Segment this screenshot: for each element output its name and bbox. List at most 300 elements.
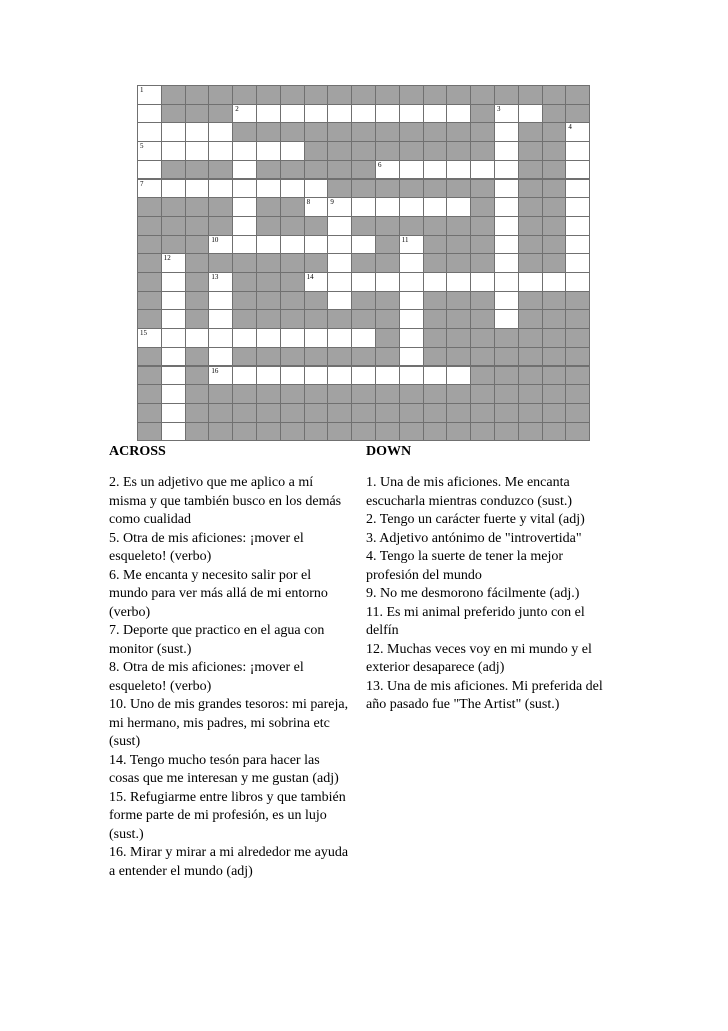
crossword-cell[interactable] — [208, 366, 233, 386]
crossword-block — [494, 422, 519, 442]
crossword-cell[interactable] — [327, 272, 352, 292]
crossword-cell[interactable] — [232, 197, 257, 217]
crossword-block — [351, 253, 376, 273]
crossword-block — [232, 122, 257, 142]
crossword-block — [399, 85, 424, 105]
crossword-block — [542, 422, 567, 442]
crossword-block — [470, 347, 495, 367]
clue-number: 9 — [330, 198, 334, 207]
crossword-block — [542, 309, 567, 329]
crossword-cell[interactable] — [185, 141, 210, 161]
crossword-block — [351, 422, 376, 442]
crossword-block — [565, 291, 590, 311]
crossword-cell[interactable] — [565, 216, 590, 236]
crossword-block — [137, 384, 162, 404]
crossword-block — [565, 366, 590, 386]
crossword-block — [565, 328, 590, 348]
crossword-cell[interactable] — [208, 309, 233, 329]
across-clue-line: monitor (sust.) — [109, 641, 192, 657]
crossword-block — [399, 141, 424, 161]
crossword-block — [185, 384, 210, 404]
crossword-block — [542, 216, 567, 236]
crossword-block — [470, 366, 495, 386]
crossword-cell[interactable] — [327, 253, 352, 273]
crossword-block — [232, 85, 257, 105]
crossword-block — [565, 104, 590, 124]
crossword-cell[interactable] — [256, 328, 281, 348]
crossword-block — [208, 403, 233, 423]
crossword-block — [542, 403, 567, 423]
crossword-cell[interactable] — [423, 197, 448, 217]
crossword-block — [208, 216, 233, 236]
crossword-block — [375, 291, 400, 311]
crossword-block — [518, 328, 543, 348]
crossword-block — [327, 122, 352, 142]
crossword-cell[interactable] — [423, 160, 448, 180]
crossword-cell[interactable] — [565, 272, 590, 292]
crossword-block — [470, 122, 495, 142]
crossword-block — [446, 85, 471, 105]
crossword-cell[interactable] — [161, 179, 186, 199]
crossword-cell[interactable] — [185, 122, 210, 142]
across-clue-line: 2. Es un adjetivo que me aplico a mí — [109, 475, 314, 490]
crossword-cell[interactable] — [137, 141, 162, 161]
crossword-cell[interactable] — [280, 366, 305, 386]
crossword-block — [399, 422, 424, 442]
clue-number: 12 — [163, 254, 171, 263]
across-clue-line: misma y que también busco en los demás — [109, 493, 342, 509]
crossword-cell[interactable] — [137, 160, 162, 180]
crossword-cell[interactable] — [208, 235, 233, 255]
across-clue-line: mundo para ver más allá de mi entorno — [109, 586, 328, 601]
clue-number: 1 — [140, 86, 144, 94]
crossword-block — [256, 122, 281, 142]
crossword-block — [351, 291, 376, 311]
crossword-block — [470, 197, 495, 217]
crossword-cell[interactable] — [304, 197, 329, 217]
crossword-block — [304, 160, 329, 180]
crossword-cell[interactable] — [327, 328, 352, 348]
crossword-cell[interactable] — [399, 104, 424, 124]
crossword-block — [280, 216, 305, 236]
crossword-block — [423, 403, 448, 423]
crossword-cell[interactable] — [565, 179, 590, 199]
crossword-block — [232, 253, 257, 273]
crossword-block — [351, 384, 376, 404]
crossword-cell[interactable] — [161, 272, 186, 292]
crossword-cell[interactable] — [137, 179, 162, 199]
crossword-cell[interactable] — [351, 235, 376, 255]
crossword-cell[interactable] — [232, 104, 257, 124]
crossword-cell[interactable] — [399, 309, 424, 329]
crossword-block — [423, 141, 448, 161]
crossword-cell[interactable] — [304, 179, 329, 199]
crossword-cell[interactable] — [494, 235, 519, 255]
clue-number: 2 — [235, 104, 239, 113]
crossword-block — [565, 403, 590, 423]
crossword-cell[interactable] — [470, 160, 495, 180]
crossword-block — [232, 291, 257, 311]
crossword-block — [423, 122, 448, 142]
crossword-block — [542, 235, 567, 255]
crossword-cell[interactable] — [399, 235, 424, 255]
crossword-cell[interactable] — [256, 141, 281, 161]
crossword-cell[interactable] — [208, 291, 233, 311]
crossword-cell[interactable] — [208, 347, 233, 367]
crossword-cell[interactable] — [208, 122, 233, 142]
crossword-cell[interactable] — [351, 272, 376, 292]
crossword-block — [518, 291, 543, 311]
crossword-block — [232, 422, 257, 442]
crossword-block — [185, 291, 210, 311]
crossword-cell[interactable] — [327, 216, 352, 236]
down-clue-line: 11. Es mi animal preferido junto con el — [366, 604, 585, 620]
crossword-cell[interactable] — [327, 235, 352, 255]
crossword-block — [280, 384, 305, 404]
crossword-block — [304, 347, 329, 367]
crossword-cell[interactable] — [351, 197, 376, 217]
crossword-cell[interactable] — [185, 328, 210, 348]
crossword-block — [304, 291, 329, 311]
crossword-block — [256, 216, 281, 236]
crossword-block — [208, 253, 233, 273]
crossword-cell[interactable] — [542, 272, 567, 292]
clue-number: 8 — [306, 198, 311, 207]
crossword-block — [208, 160, 233, 180]
crossword-cell[interactable] — [232, 366, 257, 386]
crossword-block — [351, 160, 376, 180]
crossword-cell[interactable] — [565, 160, 590, 180]
crossword-block — [185, 197, 210, 217]
crossword-cell[interactable] — [161, 253, 186, 273]
crossword-block — [399, 216, 424, 236]
crossword-cell[interactable] — [399, 253, 424, 273]
crossword-block — [399, 179, 424, 199]
crossword-block — [280, 197, 305, 217]
crossword-cell[interactable] — [327, 366, 352, 386]
crossword-block — [446, 216, 471, 236]
across-clue-line: (sust.) — [109, 826, 144, 842]
crossword-block — [375, 216, 400, 236]
crossword-block — [351, 122, 376, 142]
crossword-block — [351, 347, 376, 367]
crossword-block — [256, 309, 281, 329]
crossword-block — [518, 403, 543, 423]
crossword-cell[interactable] — [161, 384, 186, 404]
crossword-block — [470, 291, 495, 311]
crossword-cell[interactable] — [494, 291, 519, 311]
crossword-block — [351, 403, 376, 423]
crossword-cell[interactable] — [494, 309, 519, 329]
crossword-cell[interactable] — [256, 179, 281, 199]
crossword-block — [494, 403, 519, 423]
crossword-cell[interactable] — [137, 104, 162, 124]
crossword-block — [304, 384, 329, 404]
crossword-cell[interactable] — [399, 347, 424, 367]
down-clue-line: 12. Muchas veces voy en mi mundo y el — [366, 641, 592, 657]
crossword-block — [304, 85, 329, 105]
crossword-cell[interactable] — [208, 141, 233, 161]
crossword-grid[interactable] — [137, 85, 589, 440]
crossword-cell[interactable] — [565, 122, 590, 142]
crossword-cell[interactable] — [232, 216, 257, 236]
crossword-block — [423, 235, 448, 255]
crossword-block — [137, 253, 162, 273]
crossword-block — [232, 272, 257, 292]
clue-number: 6 — [378, 160, 382, 169]
crossword-block — [423, 347, 448, 367]
crossword-block — [423, 291, 448, 311]
crossword-block — [208, 384, 233, 404]
crossword-cell[interactable] — [446, 197, 471, 217]
across-clue-line: esqueleto! (verbo) — [109, 678, 212, 694]
crossword-block — [232, 347, 257, 367]
crossword-block — [375, 141, 400, 161]
crossword-block — [304, 122, 329, 142]
crossword-cell[interactable] — [232, 328, 257, 348]
crossword-cell[interactable] — [256, 104, 281, 124]
crossword-cell[interactable] — [161, 291, 186, 311]
crossword-cell[interactable] — [280, 179, 305, 199]
crossword-cell[interactable] — [399, 328, 424, 348]
crossword-cell[interactable] — [565, 141, 590, 161]
crossword-block — [256, 197, 281, 217]
crossword-cell[interactable] — [161, 122, 186, 142]
crossword-cell[interactable] — [494, 197, 519, 217]
crossword-block — [470, 309, 495, 329]
crossword-cell[interactable] — [565, 235, 590, 255]
crossword-cell[interactable] — [280, 328, 305, 348]
crossword-block — [304, 253, 329, 273]
crossword-block — [470, 384, 495, 404]
crossword-cell[interactable] — [565, 253, 590, 273]
crossword-block — [542, 179, 567, 199]
crossword-block — [137, 366, 162, 386]
crossword-block — [494, 328, 519, 348]
crossword-block — [470, 328, 495, 348]
down-clue-list — [366, 474, 603, 715]
crossword-cell[interactable] — [161, 309, 186, 329]
crossword-cell[interactable] — [399, 272, 424, 292]
crossword-block — [518, 366, 543, 386]
crossword-block — [446, 253, 471, 273]
crossword-block — [256, 272, 281, 292]
crossword-block — [518, 422, 543, 442]
crossword-cell[interactable] — [423, 272, 448, 292]
crossword-block — [280, 122, 305, 142]
crossword-cell[interactable] — [494, 141, 519, 161]
crossword-cell[interactable] — [494, 272, 519, 292]
crossword-cell[interactable] — [470, 272, 495, 292]
crossword-block — [470, 104, 495, 124]
crossword-block — [185, 253, 210, 273]
crossword-block — [375, 309, 400, 329]
crossword-block — [137, 216, 162, 236]
across-clue-line: 5. Otra de mis aficiones: ¡mover el — [109, 530, 304, 546]
crossword-cell[interactable] — [208, 328, 233, 348]
crossword-cell[interactable] — [232, 179, 257, 199]
crossword-cell[interactable] — [446, 160, 471, 180]
crossword-block — [327, 141, 352, 161]
crossword-cell[interactable] — [161, 141, 186, 161]
crossword-cell[interactable] — [446, 104, 471, 124]
crossword-block — [470, 403, 495, 423]
crossword-block — [161, 104, 186, 124]
crossword-cell[interactable] — [327, 104, 352, 124]
across-clue-line: 10. Uno de mis grandes tesoros: mi pareja, — [109, 697, 349, 712]
crossword-block — [518, 347, 543, 367]
crossword-block — [423, 328, 448, 348]
down-clue-line: 4. Tengo la suerte de tener la mejor — [366, 549, 564, 564]
across-clue-line: (verbo) — [109, 604, 151, 620]
crossword-cell[interactable] — [280, 141, 305, 161]
crossword-cell[interactable] — [494, 122, 519, 142]
crossword-block — [280, 309, 305, 329]
crossword-cell[interactable] — [446, 272, 471, 292]
crossword-block — [232, 309, 257, 329]
crossword-cell[interactable] — [256, 235, 281, 255]
crossword-block — [446, 309, 471, 329]
crossword-cell[interactable] — [327, 291, 352, 311]
crossword-block — [399, 122, 424, 142]
crossword-block — [137, 347, 162, 367]
crossword-cell[interactable] — [494, 253, 519, 273]
crossword-cell[interactable] — [256, 366, 281, 386]
crossword-block — [375, 384, 400, 404]
crossword-block — [518, 197, 543, 217]
crossword-cell[interactable] — [280, 235, 305, 255]
clue-number: 4 — [568, 123, 572, 132]
across-clue-line: 14. Tengo mucho tesón para hacer las — [109, 752, 320, 768]
down-clue-line: 13. Una de mis aficiones. Mi preferida del — [366, 678, 603, 694]
crossword-cell[interactable] — [327, 197, 352, 217]
crossword-block — [327, 422, 352, 442]
crossword-cell[interactable] — [161, 403, 186, 423]
crossword-block — [304, 309, 329, 329]
crossword-block — [280, 160, 305, 180]
crossword-cell[interactable] — [304, 366, 329, 386]
crossword-block — [256, 85, 281, 105]
crossword-cell[interactable] — [161, 347, 186, 367]
clue-number: 7 — [140, 179, 144, 188]
crossword-cell[interactable] — [399, 366, 424, 386]
crossword-cell[interactable] — [304, 104, 329, 124]
crossword-block — [351, 85, 376, 105]
crossword-block — [375, 328, 400, 348]
crossword-cell[interactable] — [494, 179, 519, 199]
crossword-cell[interactable] — [161, 366, 186, 386]
crossword-block — [542, 253, 567, 273]
crossword-cell[interactable] — [399, 197, 424, 217]
crossword-cell[interactable] — [375, 104, 400, 124]
crossword-cell[interactable] — [208, 179, 233, 199]
crossword-block — [304, 141, 329, 161]
crossword-block — [518, 179, 543, 199]
crossword-block — [542, 141, 567, 161]
crossword-cell[interactable] — [161, 422, 186, 442]
crossword-cell[interactable] — [518, 272, 543, 292]
crossword-block — [494, 366, 519, 386]
crossword-cell[interactable] — [232, 141, 257, 161]
crossword-cell[interactable] — [375, 366, 400, 386]
crossword-block — [399, 403, 424, 423]
crossword-block — [446, 328, 471, 348]
crossword-block — [137, 422, 162, 442]
crossword-block — [185, 235, 210, 255]
crossword-cell[interactable] — [375, 197, 400, 217]
crossword-block — [327, 85, 352, 105]
crossword-block — [542, 291, 567, 311]
crossword-block — [280, 85, 305, 105]
crossword-block — [518, 384, 543, 404]
crossword-block — [375, 422, 400, 442]
crossword-cell[interactable] — [518, 104, 543, 124]
crossword-cell[interactable] — [375, 160, 400, 180]
crossword-cell[interactable] — [351, 366, 376, 386]
crossword-cell[interactable] — [351, 104, 376, 124]
crossword-block — [327, 347, 352, 367]
across-heading: ACROSS — [109, 444, 166, 459]
crossword-cell[interactable] — [280, 104, 305, 124]
crossword-block — [208, 85, 233, 105]
crossword-block — [304, 216, 329, 236]
crossword-cell[interactable] — [494, 104, 519, 124]
crossword-block — [351, 216, 376, 236]
crossword-cell[interactable] — [232, 235, 257, 255]
down-clue-line: escucharla mientras conduzco (sust.) — [366, 493, 573, 509]
crossword-block — [185, 216, 210, 236]
crossword-cell[interactable] — [494, 216, 519, 236]
crossword-cell[interactable] — [161, 328, 186, 348]
crossword-block — [137, 272, 162, 292]
crossword-cell[interactable] — [304, 272, 329, 292]
crossword-cell[interactable] — [185, 179, 210, 199]
crossword-cell[interactable] — [423, 104, 448, 124]
crossword-cell[interactable] — [423, 366, 448, 386]
crossword-cell[interactable] — [304, 328, 329, 348]
crossword-cell[interactable] — [137, 122, 162, 142]
crossword-block — [280, 347, 305, 367]
crossword-block — [208, 422, 233, 442]
crossword-block — [423, 179, 448, 199]
crossword-cell[interactable] — [494, 160, 519, 180]
crossword-cell[interactable] — [137, 85, 162, 105]
crossword-block — [470, 253, 495, 273]
crossword-block — [185, 347, 210, 367]
crossword-cell[interactable] — [208, 272, 233, 292]
crossword-cell[interactable] — [351, 328, 376, 348]
crossword-block — [518, 309, 543, 329]
crossword-cell[interactable] — [399, 160, 424, 180]
crossword-cell[interactable] — [375, 272, 400, 292]
crossword-block — [185, 422, 210, 442]
crossword-block — [446, 291, 471, 311]
crossword-cell[interactable] — [137, 328, 162, 348]
crossword-cell[interactable] — [232, 160, 257, 180]
crossword-block — [542, 347, 567, 367]
clue-number: 13 — [211, 273, 219, 281]
crossword-block — [518, 85, 543, 105]
clue-number: 3 — [497, 104, 501, 113]
crossword-cell[interactable] — [399, 291, 424, 311]
crossword-cell[interactable] — [446, 366, 471, 386]
crossword-cell[interactable] — [304, 235, 329, 255]
crossword-block — [423, 216, 448, 236]
across-clue-line: 16. Mirar y mirar a mi alrededor me ayuda — [109, 845, 349, 860]
crossword-block — [542, 85, 567, 105]
crossword-cell[interactable] — [565, 197, 590, 217]
crossword-block — [375, 235, 400, 255]
